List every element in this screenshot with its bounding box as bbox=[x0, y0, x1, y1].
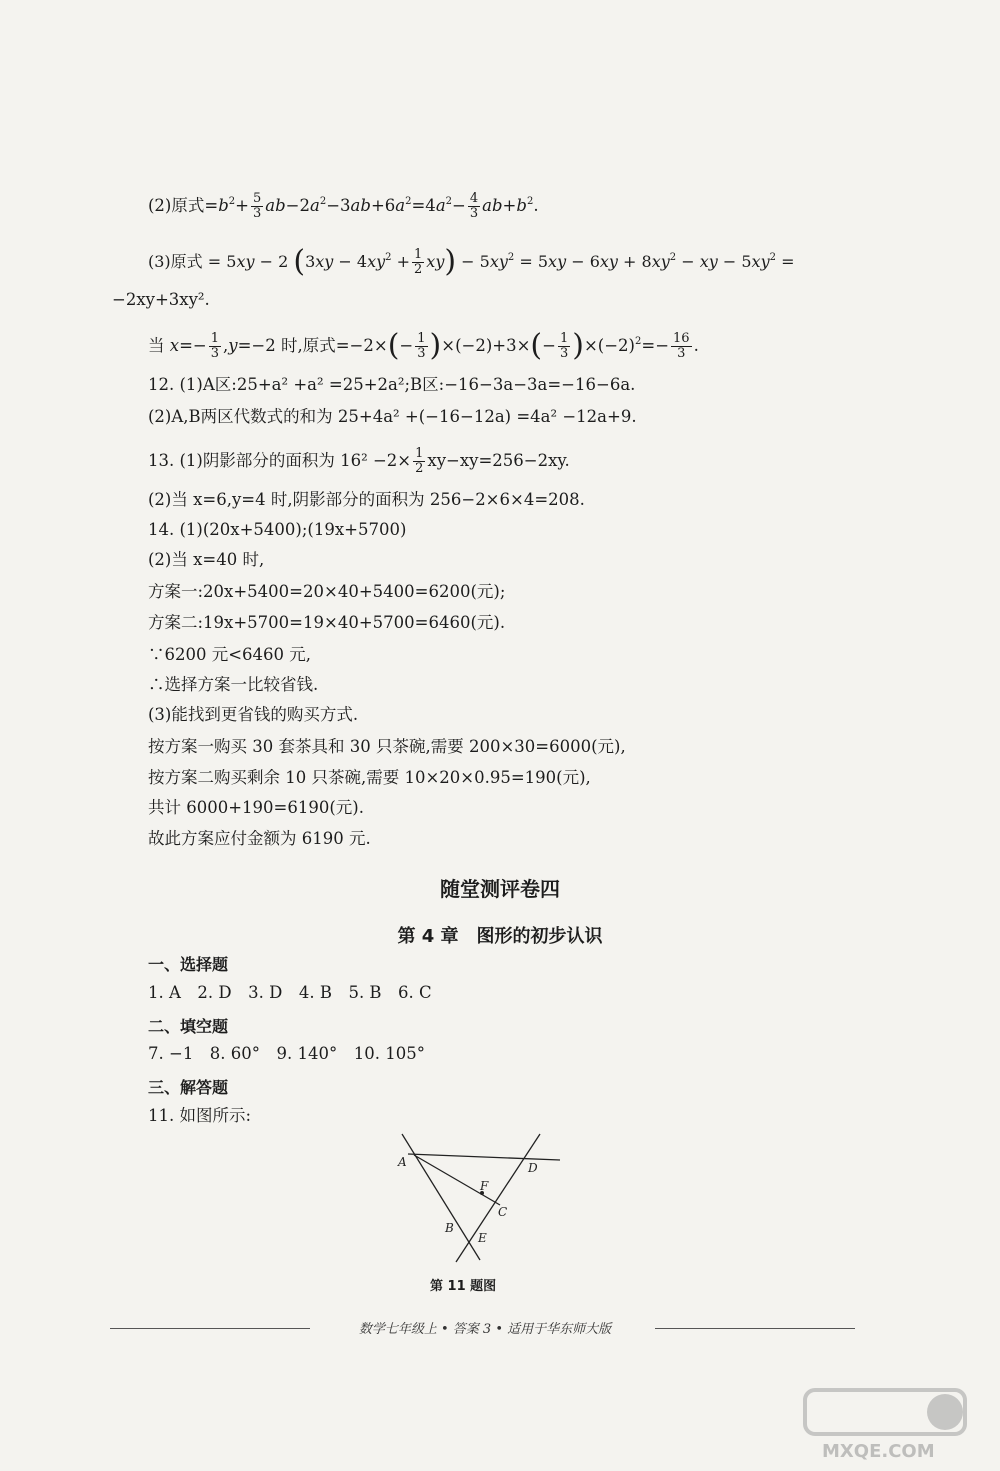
q11-figure bbox=[390, 1130, 570, 1270]
watermark-text: MXQE.COM bbox=[822, 1441, 935, 1462]
label-d: D bbox=[528, 1161, 538, 1175]
label-f: F bbox=[480, 1179, 489, 1193]
footer-rule-right bbox=[655, 1328, 855, 1329]
footer-rule-left bbox=[110, 1328, 310, 1329]
q11-text: 11. 如图所示: bbox=[148, 1106, 252, 1125]
q12-part1: 12. (1)A区:25+a² +a² =25+2a²;B区:−16−3a−3a=−16−6a. bbox=[148, 375, 636, 394]
q13-suffix: xy−xy=256−2xy. bbox=[427, 451, 570, 470]
section-choice: 一、选择题 bbox=[148, 955, 229, 974]
q14-part1: 14. (1)(20x+5400);(19x+5700) bbox=[148, 520, 407, 539]
q14-part3: (3)能找到更省钱的购买方式. bbox=[148, 705, 359, 724]
q14-buy1: 按方案一购买 30 套茶具和 30 只茶碗,需要 200×30=6000(元), bbox=[148, 737, 626, 756]
section-fill: 二、填空题 bbox=[148, 1017, 229, 1036]
q14-total: 共计 6000+190=6190(元). bbox=[148, 798, 364, 817]
label-e: E bbox=[478, 1231, 487, 1245]
q14-plan1: 方案一:20x+5400=20×40+5400=6200(元); bbox=[148, 582, 506, 601]
expr-line-2: (2)原式$=b^2+$ $\frac{5}{3}$ $ab-2a^2-3ab+6a^2=4a^2-$ $\frac{4}{3}$ $ab+b^2$. bbox=[148, 191, 539, 221]
footer-text: 数学七年级上 • 答案 3 • 适用于华东师大版 bbox=[358, 1322, 612, 1337]
label-c: C bbox=[498, 1205, 508, 1219]
page-footer bbox=[110, 1318, 855, 1338]
q14-part2: (2)当 x=40 时, bbox=[148, 550, 265, 569]
expr-line-3: (3)原式 = 5xy − 2 ($3xy - 4xy^2$ + $\frac{1}{2}$ $xy) - 5xy^2 = 5xy - 6xy + 8xy^2$ − xy − $5xy^2$ = bbox=[148, 244, 795, 279]
q14-plan2: 方案二:19x+5700=19×40+5700=6460(元). bbox=[148, 613, 506, 632]
q14-because: ∵6200 元<6460 元, bbox=[148, 645, 312, 664]
line-a-b bbox=[402, 1134, 480, 1260]
watermark-logo bbox=[800, 1385, 980, 1465]
q13-part1: 13. (1)阴影部分的面积为 16² −2× $\frac{1}{2}$ xy−xy=256−2xy. bbox=[148, 446, 570, 476]
q13-prefix: 13. (1)阴影部分的面积为 16² −2× bbox=[148, 451, 412, 470]
substitution-line: 当 x=− $\frac{1}{3}$ ,y=−2 时,原式=−2×(− $\frac{1}{3}$ )×(−2)+3×(− $\frac{1}{3}$ )$\times(-2)^2=-$ $\frac{16}{3}$ . bbox=[148, 328, 699, 363]
q13-part2: (2)当 x=6,y=4 时,阴影部分的面积为 256−2×6×4=208. bbox=[148, 490, 585, 509]
q12-part2: (2)A,B两区代数式的和为 25+4a² +(−16−12a) =4a² −12a+9. bbox=[148, 407, 637, 426]
figure-caption: 第 11 题图 bbox=[430, 1279, 497, 1294]
expr-3-prefix: (3)原式 = 5 bbox=[148, 252, 237, 271]
watermark-badge-icon bbox=[800, 1385, 980, 1465]
line-d-e bbox=[456, 1134, 540, 1262]
expr-line-3-cont: −2xy+3xy². bbox=[112, 290, 210, 309]
q14-conclusion: 故此方案应付金额为 6190 元. bbox=[148, 829, 371, 848]
label-b: B bbox=[445, 1221, 454, 1235]
section-solve: 三、解答题 bbox=[148, 1078, 229, 1097]
choice-answers: 1. A 2. D 3. D 4. B 5. B 6. C bbox=[148, 983, 432, 1002]
line-a-d bbox=[408, 1154, 560, 1160]
fill-answers: 7. −1 8. 60° 9. 140° 10. 105° bbox=[148, 1044, 426, 1063]
q14-buy2: 按方案二购买剩余 10 只茶碗,需要 10×20×0.95=190(元), bbox=[148, 768, 591, 787]
expr-2-prefix: (2)原式= bbox=[148, 196, 219, 215]
test-title: 随堂测评卷四 bbox=[440, 877, 560, 901]
q14-therefore: ∴选择方案一比较省钱. bbox=[148, 675, 319, 694]
chapter-title: 第 4 章 图形的初步认识 bbox=[397, 926, 603, 947]
label-a: A bbox=[398, 1155, 407, 1169]
